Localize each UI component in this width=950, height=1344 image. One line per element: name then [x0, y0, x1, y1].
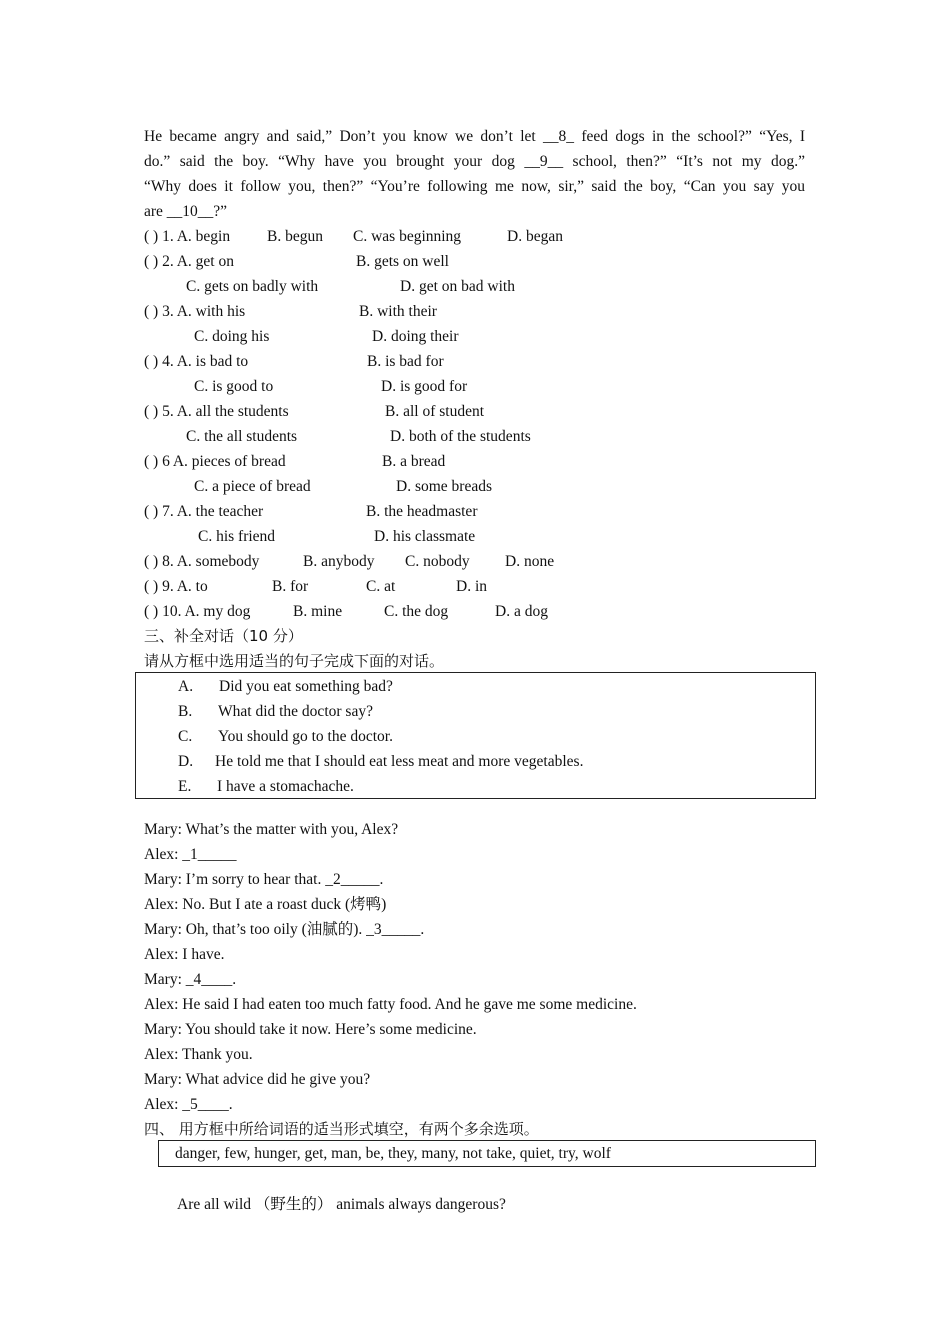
option-letter: A. [178, 678, 194, 695]
question-7-d: D. his classmate [374, 528, 476, 545]
word-box [158, 1140, 816, 1167]
question-5-a: ( ) 5. A. all the students [144, 403, 289, 420]
dialogue-line: Mary: _4____. [144, 971, 237, 988]
question-4-a: ( ) 4. A. is bad to [144, 353, 249, 370]
dialogue-line: Alex: _1_____ [144, 846, 237, 863]
question-4-b: B. is bad for [367, 353, 444, 370]
dialogue-line: Mary: I’m sorry to hear that. _2_____. [144, 871, 384, 888]
option-text: I have a stomachache. [217, 778, 354, 795]
question-9-b: B. for [272, 578, 309, 595]
question-8-b: B. anybody [303, 553, 375, 570]
option-text: Did you eat something bad? [219, 678, 393, 695]
question-4-c: C. is good to [194, 378, 274, 395]
question-1-d: D. began [507, 228, 563, 245]
question-2-b: B. gets on well [356, 253, 449, 270]
option-letter: B. [178, 703, 193, 720]
dialogue-line: Mary: What advice did he give you? [144, 1071, 371, 1088]
option-text: What did the doctor say? [218, 703, 373, 720]
section-heading: 四、 用方框中所给词语的适当形式填空，有两个多余选项。 [144, 1120, 539, 1138]
question-10-c: C. the dog [384, 603, 449, 620]
question-2-d: D. get on bad with [400, 278, 515, 295]
question-2-a: ( ) 2. A. get on [144, 253, 234, 270]
question-7-a: ( ) 7. A. the teacher [144, 503, 264, 520]
question-9-d: D. in [456, 578, 487, 595]
dialogue-line: Alex: No. But I ate a roast duck (烤鸭) [144, 896, 387, 913]
question-7-b: B. the headmaster [366, 503, 478, 520]
question-5-d: D. both of the students [390, 428, 531, 445]
question-3-d: D. doing their [372, 328, 459, 345]
question-10-b: B. mine [293, 603, 343, 620]
question-8-c: C. nobody [405, 553, 470, 570]
question-9-a: ( ) 9. A. to [144, 578, 208, 595]
question-10-a: ( ) 10. A. my dog [144, 603, 251, 620]
dialogue-line: Mary: Oh, that’s too oily (油腻的). _3_____. [144, 921, 425, 938]
word-box-text: danger, few, hunger, get, man, be, they, many, not take, quiet, try, wolf [175, 1145, 611, 1162]
option-text: He told me that I should eat less meat and more vegetables. [215, 753, 584, 770]
question-5-c: C. the all students [186, 428, 298, 445]
dialogue-line: Alex: He said I had eaten too much fatty food. And he gave me some medicine. [144, 996, 637, 1013]
question-7-c: C. his friend [198, 528, 276, 545]
passage-line: He became angry and said,” Don’t you know we don’t let __8_ feed dogs in the school?” “Yes, I [144, 128, 805, 145]
question-6-d: D. some breads [396, 478, 492, 495]
dialogue-line: Alex: _5____. [144, 1096, 233, 1113]
option-letter: D. [178, 753, 194, 770]
question-1-c: C. was beginning [353, 228, 462, 245]
question-9-c: C. at [366, 578, 396, 595]
dialogue-line: Mary: You should take it now. Here’s some medicine. [144, 1021, 477, 1038]
question-2-c: C. gets on badly with [186, 278, 319, 295]
question-3-a: ( ) 3. A. with his [144, 303, 246, 320]
dialogue-line: Alex: I have. [144, 946, 225, 963]
dialogue-line: Alex: Thank you. [144, 1046, 253, 1063]
question-5-b: B. all of student [385, 403, 485, 420]
question-10-d: D. a dog [495, 603, 548, 620]
question-6-c: C. a piece of bread [194, 478, 311, 495]
question-8-d: D. none [505, 553, 555, 570]
passage-line: do.” said the boy. “Why have you brought your dog __9__ school, then?” “It’s not my dog.” [144, 153, 805, 170]
option-letter: E. [178, 778, 192, 795]
question-3-b: B. with their [359, 303, 437, 320]
section-heading: 三、补全对话（10 分） [144, 627, 303, 645]
options-box [135, 672, 816, 799]
question-8-a: ( ) 8. A. somebody [144, 553, 260, 570]
passage-first-line: Are all wild （野生的） animals always dangerous? [177, 1196, 506, 1213]
question-1-a: ( ) 1. A. begin [144, 228, 231, 245]
section-instruction: 请从方框中选用适当的句子完成下面的对话。 [144, 652, 445, 670]
question-4-d: D. is good for [381, 378, 468, 395]
question-6-a: ( ) 6 A. pieces of bread [144, 453, 286, 470]
dialogue-line: Mary: What’s the matter with you, Alex? [144, 821, 399, 838]
option-letter: C. [178, 728, 193, 745]
option-text: You should go to the doctor. [218, 728, 393, 745]
passage-line: “Why does it follow you, then?” “You’re following me now, sir,” said the boy, “Can you say you [144, 178, 805, 195]
question-1-b: B. begun [267, 228, 323, 245]
question-3-c: C. doing his [194, 328, 270, 345]
question-6-b: B. a bread [382, 453, 446, 470]
passage-line: are __10__?” [144, 203, 228, 220]
